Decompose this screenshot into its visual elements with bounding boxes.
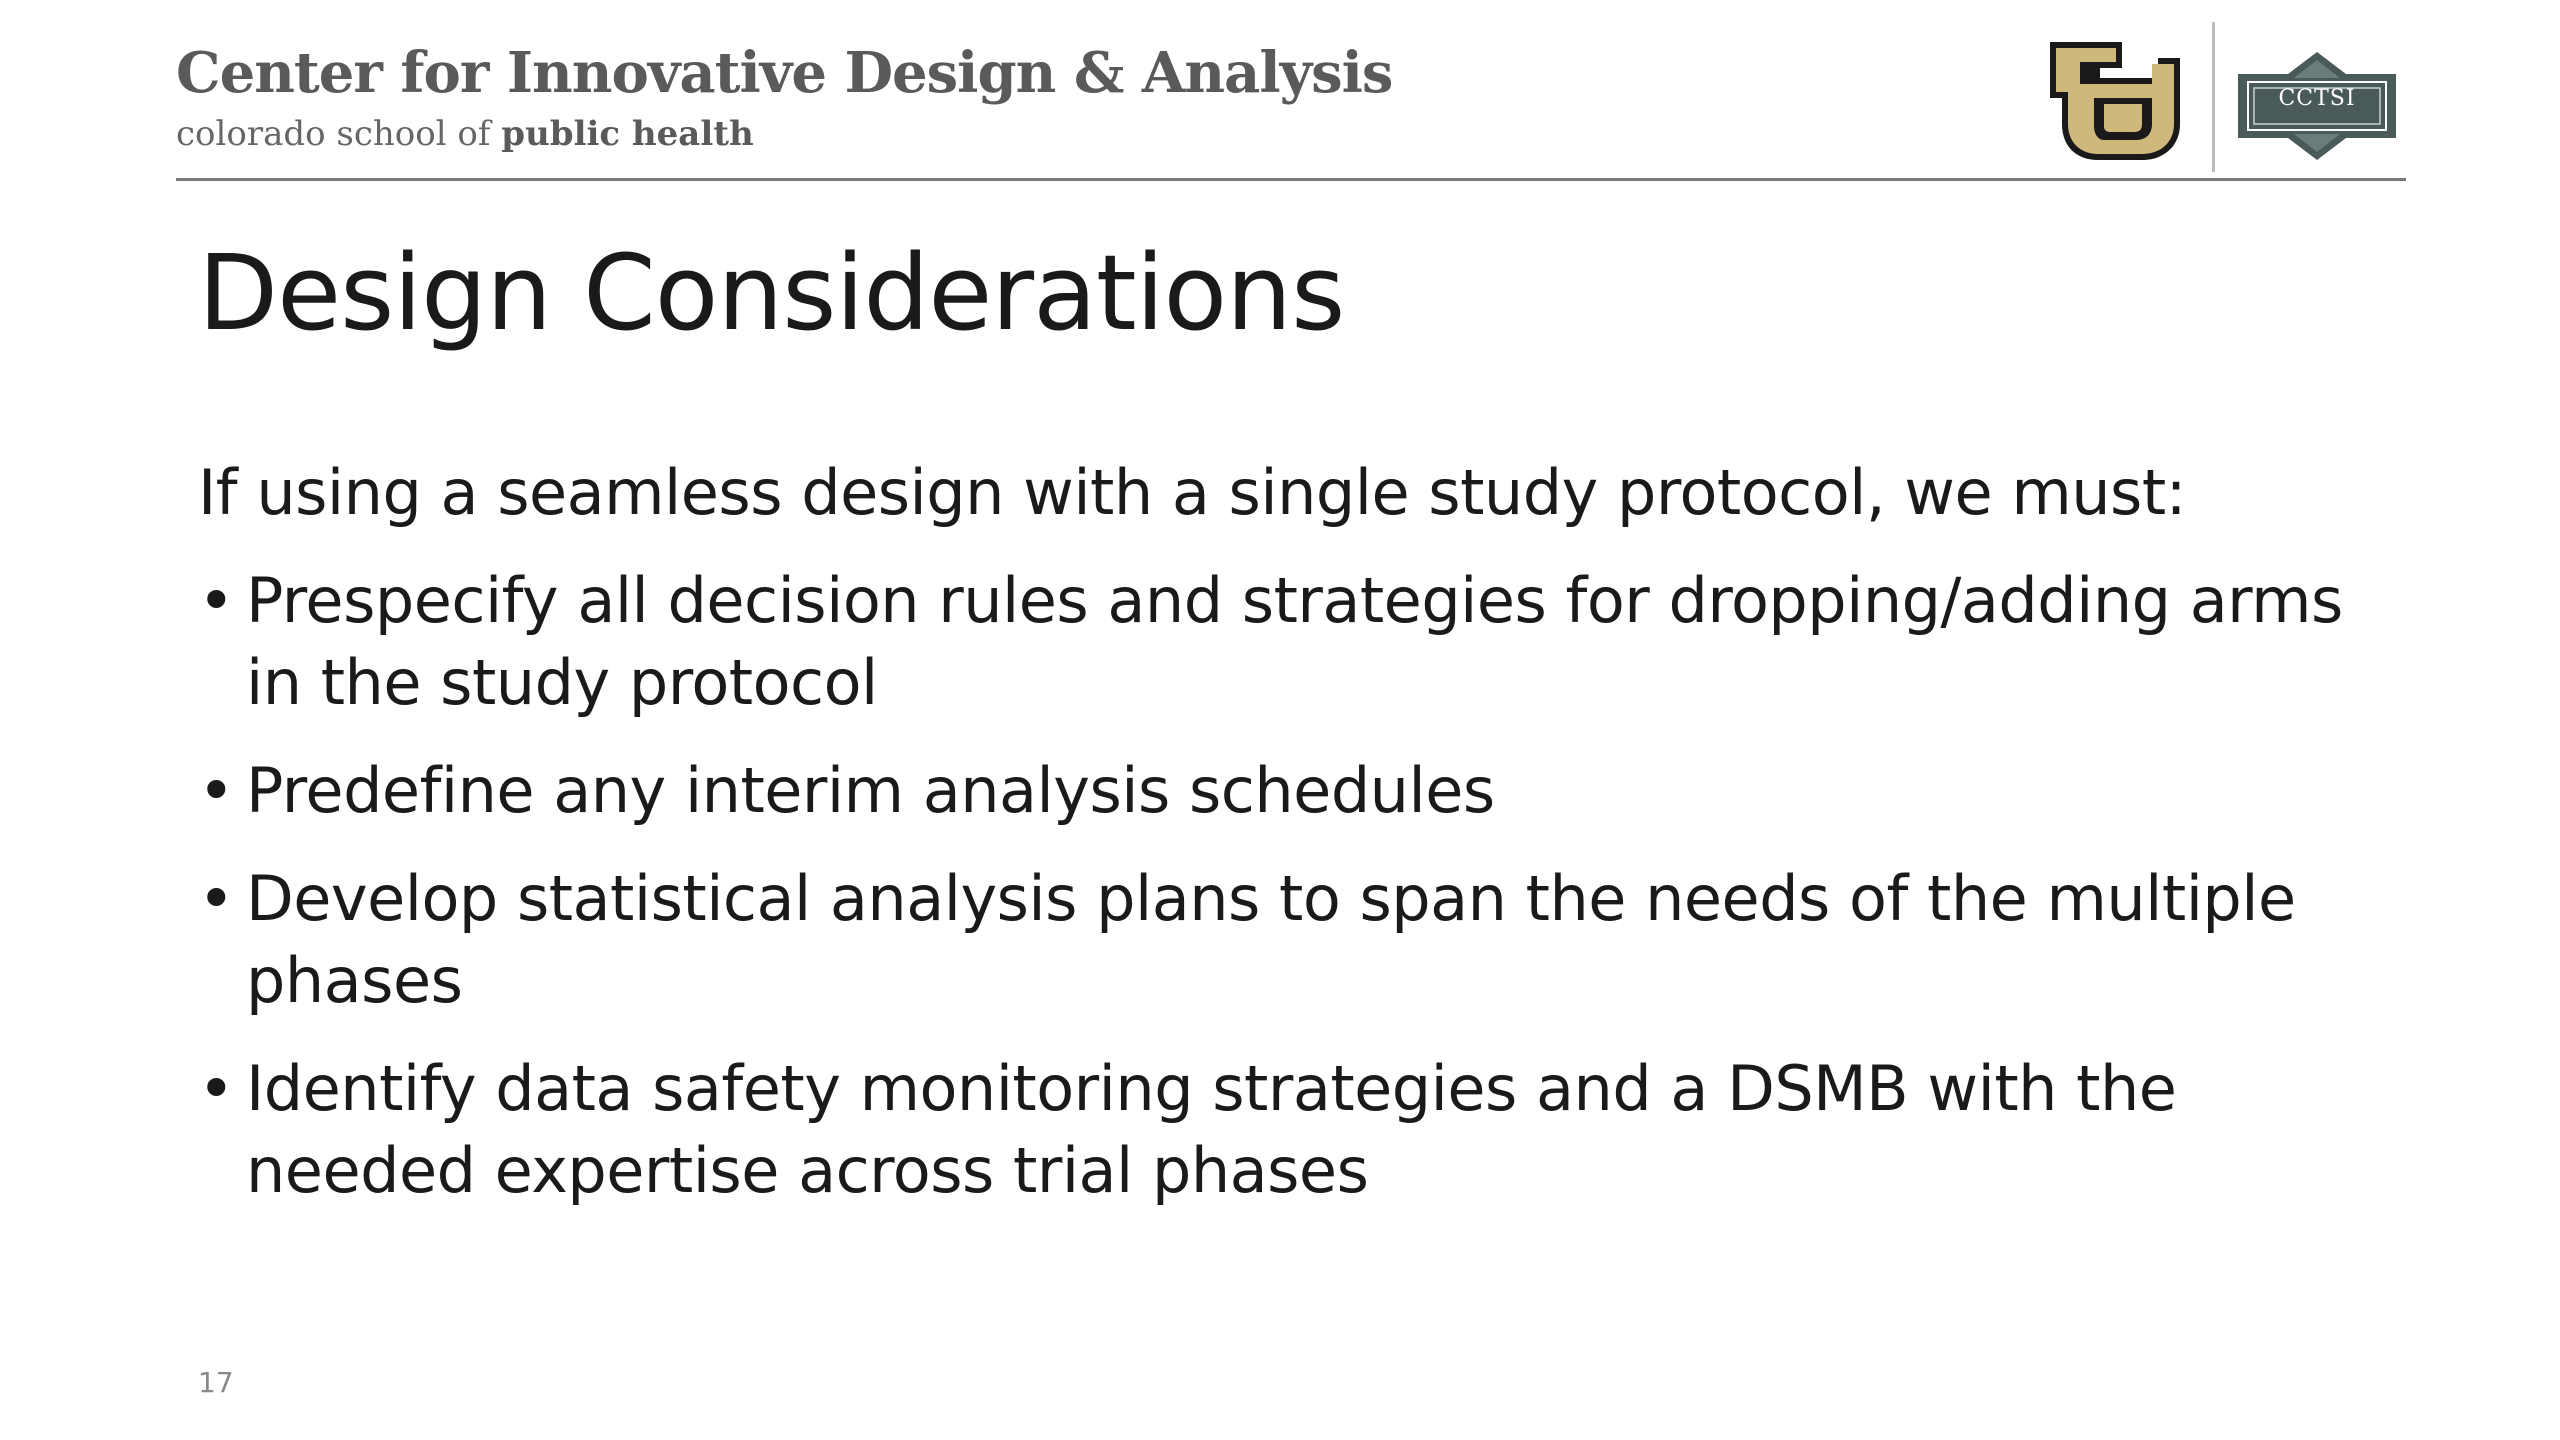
cctsi-logo	[2236, 50, 2398, 162]
cu-monogram-logo-icon	[2040, 28, 2190, 168]
org-subtitle-bold: public health	[501, 114, 754, 154]
page-number: 17	[198, 1366, 234, 1399]
bullet-item	[198, 750, 2398, 832]
org-subtitle	[176, 114, 754, 154]
slide-title: Design Considerations	[198, 232, 1345, 354]
bullet-list	[198, 560, 2398, 1238]
intro-text: If using a seamless design with a single study protocol, we must:	[198, 456, 2187, 529]
org-subtitle-prefix: colorado school of	[176, 114, 491, 154]
bullet-dot-icon: •	[198, 1052, 235, 1125]
logo-divider	[2212, 22, 2215, 172]
bullet-dot-icon: •	[198, 754, 235, 827]
bullet-item	[198, 560, 2398, 724]
bullet-text: Develop statistical analysis plans to span the needs of the multiple phases	[246, 862, 2296, 1017]
header-rule	[176, 178, 2406, 181]
cctsi-logo-text: CCTSI	[2278, 86, 2356, 111]
bullet-item	[198, 1048, 2398, 1212]
bullet-dot-icon: •	[198, 564, 235, 637]
org-title: Center for Innovative Design & Analysis	[176, 40, 1393, 106]
bullet-item	[198, 858, 2398, 1022]
bullet-dot-icon: •	[198, 862, 235, 935]
bullet-text: Identify data safety monitoring strategies and a DSMB with the needed expertise across trial phases	[246, 1052, 2177, 1207]
bullet-text: Prespecify all decision rules and strategies for dropping/adding arms in the study protocol	[246, 564, 2343, 719]
bullet-text: Predefine any interim analysis schedules	[246, 754, 1495, 827]
